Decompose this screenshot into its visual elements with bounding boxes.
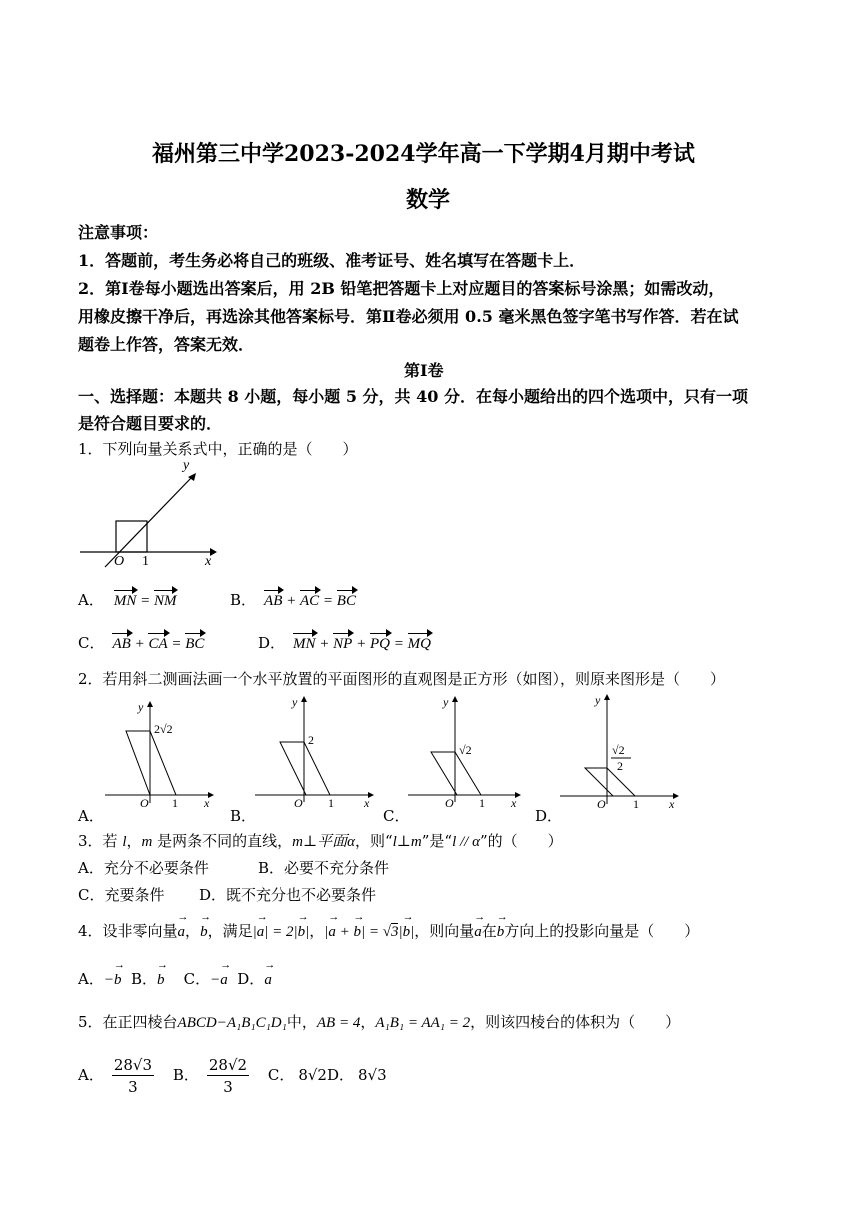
question-2-stem: 2．若用斜二测画法画一个水平放置的平面图形的直观图是正方形（如图），则原来图形是（ ） [78,670,726,688]
question-4-options: A．−b → B．b → C．−a → D．a → [78,968,272,989]
q2-option-d-label: D． [535,807,563,825]
svg-text:y: y [292,695,298,709]
q1-one-label: 1 [142,554,149,569]
svg-text:2: 2 [308,733,314,747]
question-1-figure [75,455,225,570]
svg-text:y: y [138,700,144,714]
svg-text:1: 1 [172,796,178,810]
exam-title: 福州第三中学2023-2024学年高一下学期4月期中考试 [152,141,695,167]
q1-option-d: D． MN + NP + PQ = MQ [258,634,431,652]
svg-text:y: y [595,693,601,707]
q1-origin-label: O [114,554,125,569]
question-3-stem: 3．若 l，m 是两条不同的直线，m⊥平面α，则“l⊥m”是“l // α”的（ ） [78,832,563,850]
q2-figure-b [250,690,380,810]
svg-text:1: 1 [633,797,639,810]
q1-x-label: x [205,554,212,569]
question-4-stem: 4．设非零向量a →，b →，满足|a →| = 2|b →|，|a → + b →| = √3|b →|，则向量a →在b →方向上的投影向量是（ ） [78,920,699,941]
svg-text:1: 1 [328,796,334,810]
svg-text:2: 2 [617,759,623,773]
svg-text:O: O [597,797,606,810]
notice-2-line-1: 2．第Ⅰ卷每小题选出答案后，用 2B 铅笔把答题卡上对应题目的答案标号涂黑；如需改动， [78,279,725,298]
q2-figure-d [555,688,685,810]
q3-option-b: B．必要不充分条件 [258,859,390,877]
section-heading-line-1: 一、选择题：本题共 8 小题，每小题 5 分，共 40 分．在每小题给出的四个选项中，只有一项 [78,387,748,406]
q3-option-a: A．充分不必要条件 [78,859,209,877]
q2-option-a-label: A． [78,807,104,825]
svg-text:y: y [443,695,449,709]
svg-text:x: x [511,796,517,810]
section-heading-line-2: 是符合题目要求的． [78,414,223,433]
svg-text:O: O [140,796,149,810]
svg-text:x: x [669,797,675,810]
subject-title: 数学 [406,187,451,213]
notice-1: 1．答题前，考生务必将自己的班级、准考证号、姓名填写在答题卡上． [78,251,586,270]
svg-text:x: x [364,796,370,810]
svg-text:2√2: 2√2 [154,722,173,736]
part-label: 第Ⅰ卷 [404,361,444,380]
svg-text:O: O [294,796,303,810]
question-5-options: A． $\frac{28√3}{3}$ B． $\frac{28√2}{3}$ C． 8√2D． 8√3 [78,1056,387,1096]
q2-option-c-label: C． [383,807,410,825]
q1-option-a: A． MN = NM [78,591,177,609]
svg-text:O: O [445,796,454,810]
notice-heading: 注意事项： [78,223,159,242]
notice-2-line-3: 题卷上作答，答案无效． [78,335,255,354]
q1-option-b: B． AB + AC = BC [230,591,356,609]
q3-option-d: D．既不充分也不必要条件 [199,886,377,904]
svg-text:√2: √2 [459,743,472,757]
q2-option-b-label: B． [230,807,257,825]
svg-text:√2: √2 [612,743,625,757]
q1-y-label: y [183,458,190,473]
q2-figure-a [100,695,220,810]
question-5-stem: 5．在正四棱台ABCD−A₁B₁C₁D₁中，AB = 4，A₁B₁ = AA₁ = 2，则该四棱台的体积为（ ） [78,1013,681,1031]
question-1-stem: 1．下列向量关系式中，正确的是（ ） [78,440,358,458]
q1-option-c: C． AB + CA = BC [78,634,205,652]
notice-2-line-2: 用橡皮擦干净后，再选涂其他答案标号．第Ⅱ卷必须用 0.5 毫米黑色签字笔书写作答．若在试 [78,307,739,326]
q3-option-c: C．充要条件 [78,886,165,904]
svg-text:1: 1 [479,796,485,810]
q2-figure-c [403,690,528,810]
svg-text:x: x [204,796,210,810]
